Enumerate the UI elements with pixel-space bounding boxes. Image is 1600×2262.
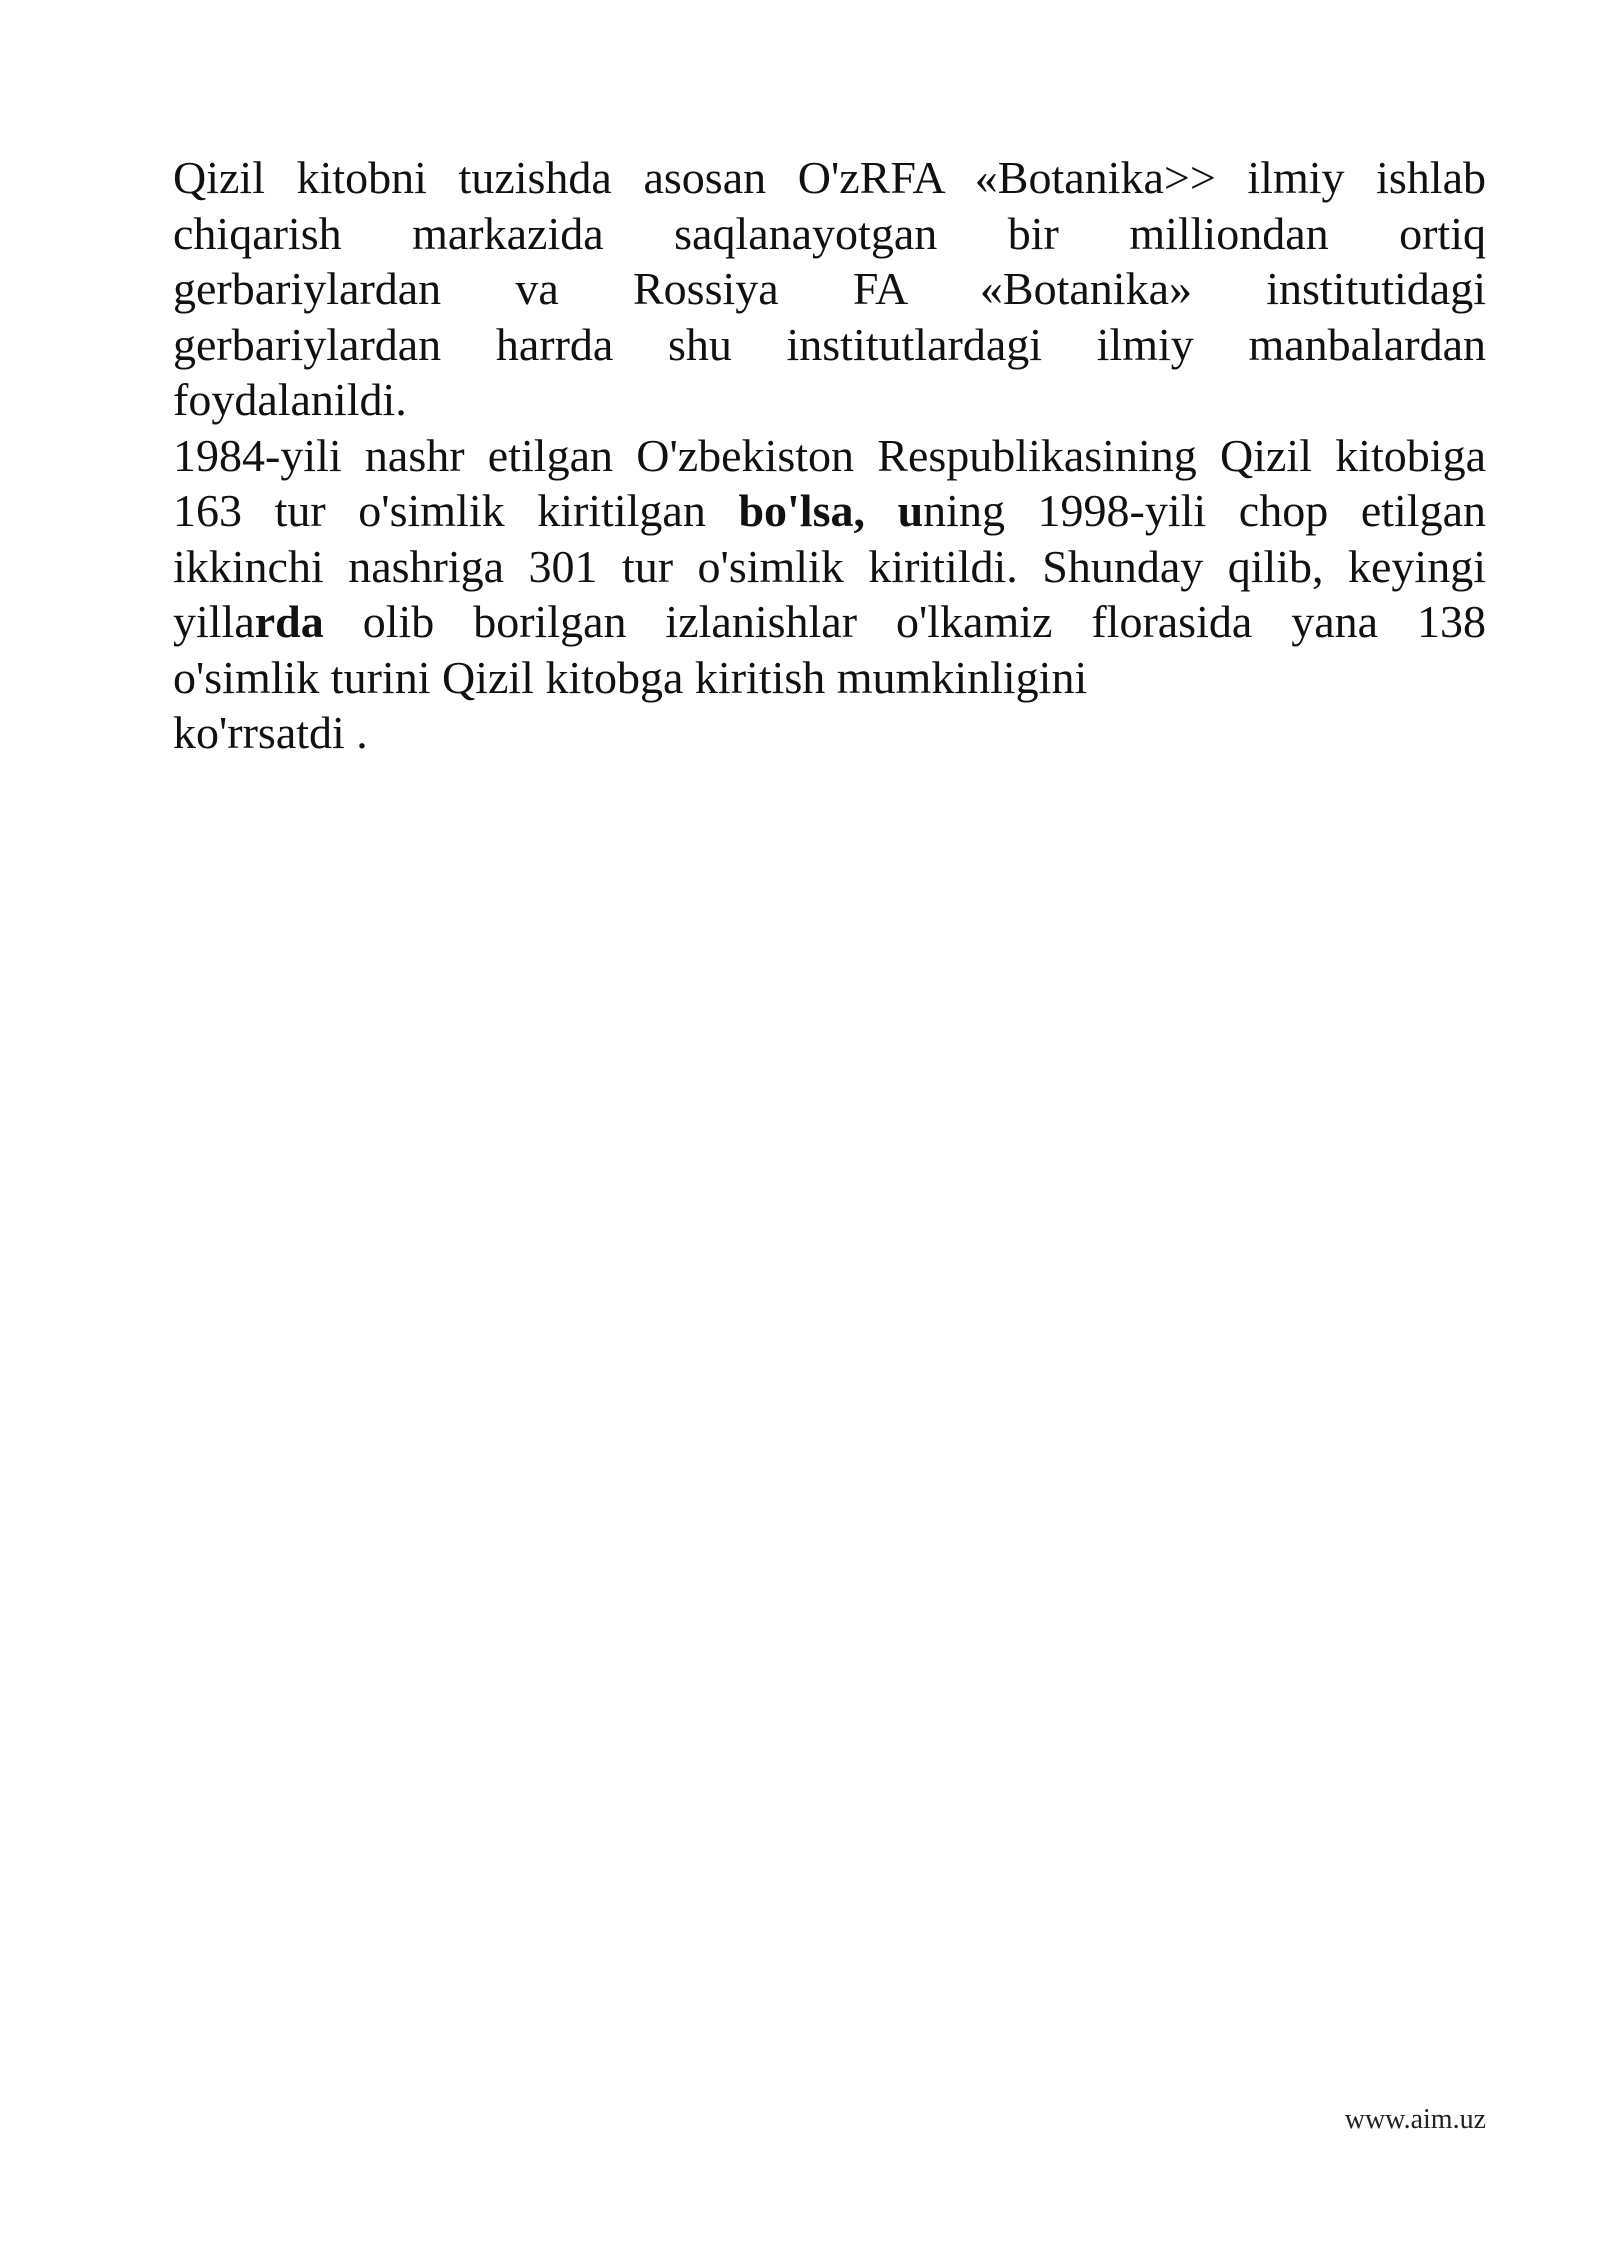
text-line: foydalanildi.: [173, 374, 407, 425]
text-line: 1984-yili nashr etilgan O'zbekiston Respublikasining Qizil kitobiga: [173, 429, 1486, 481]
text-run: yilla: [173, 596, 255, 647]
paragraph-1: [173, 150, 1486, 428]
text-line: ikkinchi nashriga 301 tur o'simlik kiritildi. Shunday qilib, keyingi: [173, 540, 1486, 592]
footer-website-link[interactable]: www.aim.uz: [1344, 2104, 1486, 2135]
text-run: 163 tur o'simlik kiritilgan: [173, 485, 739, 536]
text-run: ning 1998-yili chop etilgan: [923, 485, 1486, 536]
text-line: ko'rrsatdi .: [173, 707, 368, 758]
text-line: gerbariylardan harrda shu institutlardagi ilmiy manbalardan: [173, 318, 1486, 370]
text-line: gerbariylardan va Rossiya FA «Botanika» institutidagi: [173, 263, 1486, 314]
text-line: Qizil kitobni tuzishda asosan O'zRFA «Botanika>> ilmiy ishlab: [173, 152, 1486, 203]
text-line: [173, 483, 1486, 539]
text-line: [173, 594, 1486, 650]
text-line: o'simlik turini Qizil kitobga kiritish mumkinligini: [173, 651, 1088, 703]
bold-text-run: bo'lsa, u: [738, 485, 924, 536]
paragraph-2: [173, 428, 1486, 761]
document-body: [173, 150, 1486, 761]
text-line: chiqarish markazida saqlanayotgan bir milliondan ortiq: [173, 207, 1486, 259]
text-run: olib borilgan izlanishlar o'lkamiz florasida yana 138: [323, 596, 1486, 647]
bold-text-run: rda: [254, 596, 324, 647]
